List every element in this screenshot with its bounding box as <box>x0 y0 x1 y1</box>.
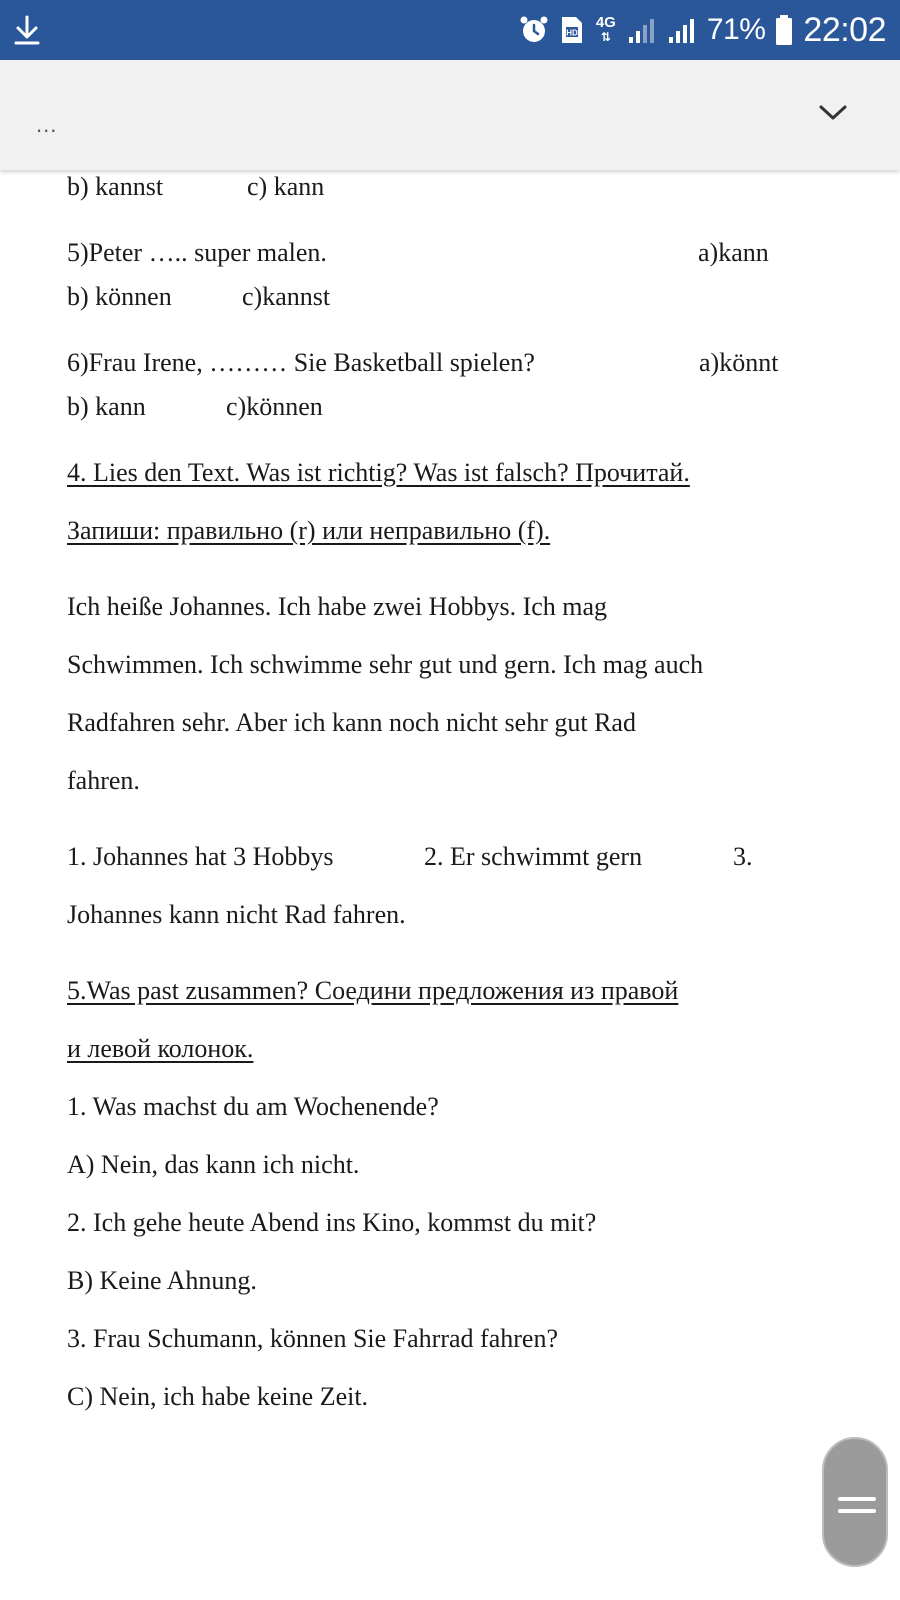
q6-question: 6)Frau Irene, ……… Sie Basketball spielen? <box>67 348 535 377</box>
signal-1-icon <box>627 15 657 45</box>
handle-grip-line <box>838 1509 876 1513</box>
statement-3: Johannes kann nicht Rad fahren. <box>67 900 406 929</box>
q6-option-c: c)können <box>226 392 323 421</box>
q5-option-b: b) können <box>67 282 172 311</box>
network-type-label: 4G ⇅ <box>595 14 616 44</box>
text-line-1: Ich heiße Johannes. Ich habe zwei Hobbys. Ich mag <box>67 592 608 621</box>
alarm-icon <box>519 15 549 45</box>
battery-percent: 71% <box>706 13 766 46</box>
section5-heading-1: 5.Was past zusammen? Соедини предложения из правой <box>67 976 679 1005</box>
list-item: C) Nein, ich habe keine Zeit. <box>67 1382 369 1411</box>
status-bar <box>0 0 900 60</box>
text-line-2: Schwimmen. Ich schwimme sehr gut und gern. Ich mag auch <box>67 650 704 679</box>
document-view[interactable] <box>0 170 900 1600</box>
list-item: 1. Was machst du am Wochenende? <box>67 1092 439 1121</box>
battery-icon <box>775 14 793 46</box>
text-line-4: fahren. <box>67 766 140 795</box>
q4-option-b: b) kannst <box>67 172 164 201</box>
section5-heading-2: и левой колонок. <box>67 1034 254 1063</box>
statement-1: 1. Johannes hat 3 Hobbys <box>67 842 334 871</box>
q4-option-c: c) kann <box>247 172 325 201</box>
q5-option-a: a)kann <box>698 238 769 267</box>
chevron-down-icon[interactable] <box>818 100 848 124</box>
signal-2-icon <box>667 15 697 45</box>
section4-heading-2: Запиши: правильно (r) или неправильно (f). <box>67 516 551 545</box>
hd-sim-icon <box>559 15 585 45</box>
handle-grip-line <box>838 1497 876 1501</box>
list-item: A) Nein, das kann ich nicht. <box>67 1150 360 1179</box>
list-item: 2. Ich gehe heute Abend ins Kino, kommst du mit? <box>67 1208 597 1237</box>
q6-option-b: b) kann <box>67 392 146 421</box>
q5-option-c: c)kannst <box>242 282 331 311</box>
svg-text:HD: HD <box>566 28 578 38</box>
statement-2: 2. Er schwimmt gern <box>424 842 643 871</box>
statement-3-number: 3. <box>733 842 753 871</box>
q5-question: 5)Peter ….. super malen. <box>67 238 327 267</box>
scroll-handle[interactable] <box>822 1437 888 1567</box>
download-icon <box>12 14 42 46</box>
text-line-3: Radfahren sehr. Aber ich kann noch nicht sehr gut Rad <box>67 708 636 737</box>
q6-option-a: a)könnt <box>699 348 779 377</box>
app-toolbar <box>0 60 900 170</box>
list-item: B) Keine Ahnung. <box>67 1266 257 1295</box>
clock: 22:02 <box>803 10 886 49</box>
list-item: 3. Frau Schumann, können Sie Fahrrad fahren? <box>67 1324 558 1353</box>
more-options-button[interactable]: ... <box>36 112 58 137</box>
section4-heading-1: 4. Lies den Text. Was ist richtig? Was ist falsch? Прочитай. <box>67 458 690 487</box>
